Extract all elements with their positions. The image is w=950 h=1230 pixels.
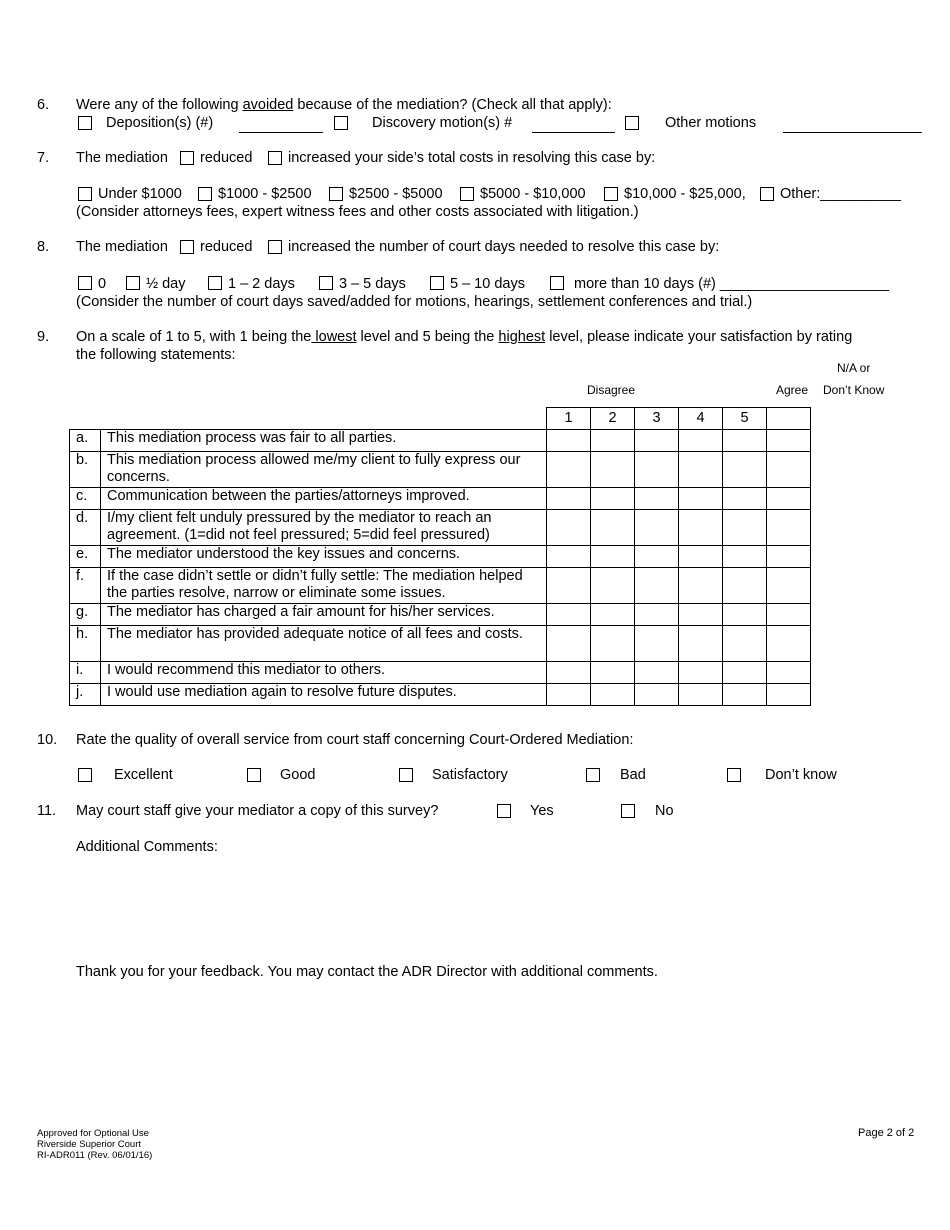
q8-5-10-days-checkbox[interactable] bbox=[430, 276, 444, 290]
rating-cell-2[interactable] bbox=[591, 626, 635, 662]
row-label: b. bbox=[70, 452, 101, 488]
disagree-header: Disagree bbox=[587, 383, 636, 397]
q7-increased-checkbox[interactable] bbox=[268, 151, 282, 165]
na-header-line1: N/A or bbox=[837, 361, 871, 375]
row-label: c. bbox=[70, 488, 101, 510]
q10-option-label: Satisfactory bbox=[432, 767, 508, 783]
row-statement: The mediator has provided adequate notice of all fees and costs. bbox=[101, 626, 547, 662]
q6-deposition-label: Deposition(s) (#) bbox=[106, 115, 214, 131]
q7-note: (Consider attorneys fees, expert witness fees and other costs associated with litigation.) bbox=[76, 204, 639, 220]
rating-cell-3[interactable] bbox=[635, 626, 679, 662]
rating-cell-5[interactable] bbox=[723, 604, 767, 626]
q6-discovery-label: Discovery motion(s) # bbox=[372, 115, 513, 131]
q9-text-line1 bbox=[76, 328, 852, 346]
rating-cell-5[interactable] bbox=[723, 488, 767, 510]
page-number: Page 2 of 2 bbox=[858, 1127, 915, 1139]
q10-number: 10. bbox=[37, 732, 58, 748]
scale-na-header bbox=[767, 408, 811, 430]
row-statement: I/my client felt unduly pressured by the mediator to reach an agreement. (1=did not feel pressured; 5=did feel pressured) bbox=[101, 510, 547, 546]
q7-option-label: Under $1000 bbox=[98, 186, 182, 202]
scale-4-header: 4 bbox=[679, 408, 723, 430]
table-row bbox=[70, 626, 811, 662]
q7-option-label: $2500 - $5000 bbox=[349, 186, 443, 202]
q10-good-checkbox[interactable] bbox=[247, 768, 261, 782]
scale-3-header: 3 bbox=[635, 408, 679, 430]
rating-cell-4[interactable] bbox=[679, 452, 723, 488]
q10-dont-know-checkbox[interactable] bbox=[727, 768, 741, 782]
q9-text-line2: the following statements: bbox=[76, 347, 236, 363]
q8-text-b: increased the number of court days needed to resolve this case by: bbox=[288, 239, 720, 255]
rating-cell-3[interactable] bbox=[635, 510, 679, 546]
q11-no-checkbox[interactable] bbox=[621, 804, 635, 818]
rating-cell-na[interactable] bbox=[767, 452, 811, 488]
q11-no-label: No bbox=[655, 803, 674, 819]
row-label: a. bbox=[70, 430, 101, 452]
row-label: i. bbox=[70, 662, 101, 684]
rating-cell-2[interactable] bbox=[591, 510, 635, 546]
row-label: f. bbox=[70, 568, 101, 604]
q8-option-label: ½ day bbox=[146, 276, 186, 292]
rating-cell-3[interactable] bbox=[635, 662, 679, 684]
q8-1-2-days-checkbox[interactable] bbox=[208, 276, 222, 290]
q7-reduced-checkbox[interactable] bbox=[180, 151, 194, 165]
q8-0-checkbox[interactable] bbox=[78, 276, 92, 290]
q8-option-label: 5 – 10 days bbox=[450, 276, 525, 292]
q8-option-label: 1 – 2 days bbox=[228, 276, 295, 292]
scale-2-header: 2 bbox=[591, 408, 635, 430]
agree-header: Agree bbox=[776, 383, 809, 397]
row-label: d. bbox=[70, 510, 101, 546]
q6-text-after: because of the mediation? (Check all that apply): bbox=[293, 97, 612, 113]
footer-line2: Riverside Superior Court bbox=[37, 1139, 142, 1150]
q7-10000-25000-checkbox[interactable] bbox=[604, 187, 618, 201]
rating-cell-2[interactable] bbox=[591, 684, 635, 706]
additional-comments-label: Additional Comments: bbox=[76, 839, 218, 855]
q6-deposition-field[interactable] bbox=[239, 132, 323, 133]
rating-cell-1[interactable] bbox=[547, 626, 591, 662]
rating-cell-3[interactable] bbox=[635, 488, 679, 510]
q7-reduced-label: reduced bbox=[200, 150, 253, 166]
table-row bbox=[70, 488, 811, 510]
rating-cell-2[interactable] bbox=[591, 430, 635, 452]
rating-cell-1[interactable] bbox=[547, 510, 591, 546]
rating-cell-5[interactable] bbox=[723, 684, 767, 706]
rating-cell-na[interactable] bbox=[767, 568, 811, 604]
rating-cell-5[interactable] bbox=[723, 626, 767, 662]
scale-1-header: 1 bbox=[547, 408, 591, 430]
rating-header-blank bbox=[70, 408, 547, 430]
q11-text: May court staff give your mediator a copy of this survey? bbox=[76, 803, 439, 819]
rating-cell-na[interactable] bbox=[767, 604, 811, 626]
q8-option-label: 0 bbox=[98, 276, 107, 292]
footer-approval bbox=[37, 1128, 152, 1161]
rating-cell-2[interactable] bbox=[591, 604, 635, 626]
table-row bbox=[70, 568, 811, 604]
q8-reduced-label: reduced bbox=[200, 239, 253, 255]
q9-text-b: level and 5 being the bbox=[356, 329, 499, 345]
q7-5000-10000-checkbox[interactable] bbox=[460, 187, 474, 201]
q7-2500-5000-checkbox[interactable] bbox=[329, 187, 343, 201]
rating-cell-1[interactable] bbox=[547, 604, 591, 626]
rating-cell-na[interactable] bbox=[767, 510, 811, 546]
row-statement: I would recommend this mediator to others. bbox=[101, 662, 547, 684]
table-row bbox=[70, 546, 811, 568]
q6-deposition-checkbox[interactable] bbox=[78, 116, 92, 130]
table-row bbox=[70, 430, 811, 452]
rating-cell-na[interactable] bbox=[767, 684, 811, 706]
q6-number: 6. bbox=[37, 97, 50, 113]
q7-text-b: increased your side’s total costs in resolving this case by: bbox=[288, 150, 656, 166]
rating-cell-5[interactable] bbox=[723, 546, 767, 568]
q7-option-label: $10,000 - $25,000, bbox=[624, 186, 746, 202]
table-row bbox=[70, 662, 811, 684]
rating-cell-3[interactable] bbox=[635, 430, 679, 452]
q8-more-than-10-checkbox[interactable] bbox=[550, 276, 564, 290]
rating-cell-4[interactable] bbox=[679, 546, 723, 568]
rating-cell-2[interactable] bbox=[591, 568, 635, 604]
q9-text-a: On a scale of 1 to 5, with 1 being the bbox=[76, 329, 312, 345]
rating-cell-1[interactable] bbox=[547, 568, 591, 604]
table-row bbox=[70, 604, 811, 626]
q7-other-label: Other:__________ bbox=[780, 186, 901, 202]
rating-cell-2[interactable] bbox=[591, 662, 635, 684]
rating-cell-4[interactable] bbox=[679, 662, 723, 684]
rating-cell-na[interactable] bbox=[767, 430, 811, 452]
q10-excellent-checkbox[interactable] bbox=[78, 768, 92, 782]
row-label: e. bbox=[70, 546, 101, 568]
q8-number: 8. bbox=[37, 239, 50, 255]
rating-cell-2[interactable] bbox=[591, 452, 635, 488]
q6-text-avoided: avoided bbox=[242, 97, 294, 113]
footer-line3: RI-ADR011 (Rev. 06/01/16) bbox=[37, 1150, 153, 1161]
row-statement: If the case didn’t settle or didn’t fully settle: The mediation helped the parties resolve, narrow or eliminate some issues. bbox=[101, 568, 547, 604]
q8-reduced-checkbox[interactable] bbox=[180, 240, 194, 254]
q8-text-a: The mediation bbox=[76, 239, 168, 255]
q7-text-a: The mediation bbox=[76, 150, 168, 166]
rating-cell-5[interactable] bbox=[723, 662, 767, 684]
q6-text bbox=[76, 96, 612, 114]
q11-yes-label: Yes bbox=[530, 803, 554, 819]
rating-table bbox=[69, 407, 811, 706]
q7-option-label: $1000 - $2500 bbox=[218, 186, 312, 202]
rating-cell-na[interactable] bbox=[767, 488, 811, 510]
table-row bbox=[70, 510, 811, 546]
q6-other-motions-label: Other motions bbox=[665, 115, 757, 131]
q7-other-checkbox[interactable] bbox=[760, 187, 774, 201]
q6-other-motions-field[interactable] bbox=[783, 132, 922, 133]
rating-cell-3[interactable] bbox=[635, 452, 679, 488]
row-label: j. bbox=[70, 684, 101, 706]
footer-line1: Approved for Optional Use bbox=[37, 1128, 149, 1139]
q6-text-before: Were any of the following bbox=[76, 97, 243, 113]
row-statement: This mediation process was fair to all parties. bbox=[101, 430, 547, 452]
q9-number: 9. bbox=[37, 329, 50, 345]
rating-cell-2[interactable] bbox=[591, 546, 635, 568]
q8-more-than-10-label: more than 10 days (#) _____________________ bbox=[574, 276, 890, 292]
q7-1000-2500-checkbox[interactable] bbox=[198, 187, 212, 201]
row-statement: I would use mediation again to resolve future disputes. bbox=[101, 684, 547, 706]
q9-text-lowest: lowest bbox=[311, 329, 357, 345]
q10-option-label: Good bbox=[280, 767, 316, 783]
table-row bbox=[70, 452, 811, 488]
table-row bbox=[70, 684, 811, 706]
rating-cell-3[interactable] bbox=[635, 568, 679, 604]
rating-cell-4[interactable] bbox=[679, 626, 723, 662]
rating-cell-1[interactable] bbox=[547, 662, 591, 684]
rating-cell-1[interactable] bbox=[547, 684, 591, 706]
rating-cell-5[interactable] bbox=[723, 452, 767, 488]
rating-cell-na[interactable] bbox=[767, 626, 811, 662]
na-header-line2: Don’t Know bbox=[823, 383, 885, 397]
rating-cell-2[interactable] bbox=[591, 488, 635, 510]
q7-number: 7. bbox=[37, 150, 50, 166]
q10-option-label: Don’t know bbox=[765, 767, 837, 783]
rating-cell-4[interactable] bbox=[679, 430, 723, 452]
q6-discovery-checkbox[interactable] bbox=[334, 116, 348, 130]
row-statement: The mediator has charged a fair amount for his/her services. bbox=[101, 604, 547, 626]
q11-number: 11. bbox=[37, 803, 57, 819]
rating-cell-1[interactable] bbox=[547, 546, 591, 568]
rating-cell-4[interactable] bbox=[679, 568, 723, 604]
q8-note: (Consider the number of court days saved/added for motions, hearings, settlement conferences and trial.) bbox=[76, 294, 753, 310]
q9-text-highest: highest bbox=[498, 329, 546, 345]
rating-header-row bbox=[70, 408, 811, 430]
additional-comments-area[interactable] bbox=[76, 860, 916, 950]
rating-cell-4[interactable] bbox=[679, 510, 723, 546]
rating-cell-1[interactable] bbox=[547, 430, 591, 452]
q6-other-motions-checkbox[interactable] bbox=[625, 116, 639, 130]
rating-cell-4[interactable] bbox=[679, 604, 723, 626]
rating-cell-3[interactable] bbox=[635, 546, 679, 568]
q8-increased-checkbox[interactable] bbox=[268, 240, 282, 254]
rating-cell-na[interactable] bbox=[767, 662, 811, 684]
q10-option-label: Bad bbox=[620, 767, 646, 783]
row-statement: The mediator understood the key issues and concerns. bbox=[101, 546, 547, 568]
q8-half-day-checkbox[interactable] bbox=[126, 276, 140, 290]
q10-satisfactory-checkbox[interactable] bbox=[399, 768, 413, 782]
q10-text: Rate the quality of overall service from court staff concerning Court-Ordered Mediation: bbox=[76, 732, 634, 748]
thank-you-text: Thank you for your feedback. You may contact the ADR Director with additional comments. bbox=[76, 964, 658, 980]
row-label: g. bbox=[70, 604, 101, 626]
rating-cell-4[interactable] bbox=[679, 488, 723, 510]
row-statement: Communication between the parties/attorneys improved. bbox=[101, 488, 547, 510]
q10-option-label: Excellent bbox=[114, 767, 173, 783]
rating-cell-1[interactable] bbox=[547, 488, 591, 510]
rating-cell-4[interactable] bbox=[679, 684, 723, 706]
row-statement: This mediation process allowed me/my client to fully express our concerns. bbox=[101, 452, 547, 488]
rating-cell-na[interactable] bbox=[767, 546, 811, 568]
scale-5-header: 5 bbox=[723, 408, 767, 430]
q6-discovery-field[interactable] bbox=[532, 132, 615, 133]
rating-cell-3[interactable] bbox=[635, 604, 679, 626]
rating-cell-5[interactable] bbox=[723, 430, 767, 452]
q11-yes-checkbox[interactable] bbox=[497, 804, 511, 818]
rating-cell-5[interactable] bbox=[723, 510, 767, 546]
rating-cell-5[interactable] bbox=[723, 568, 767, 604]
rating-cell-3[interactable] bbox=[635, 684, 679, 706]
q9-text-c: level, please indicate your satisfaction by rating bbox=[545, 329, 853, 345]
q7-under-1000-checkbox[interactable] bbox=[78, 187, 92, 201]
rating-cell-1[interactable] bbox=[547, 452, 591, 488]
row-label: h. bbox=[70, 626, 101, 662]
q8-option-label: 3 – 5 days bbox=[339, 276, 406, 292]
q7-option-label: $5000 - $10,000 bbox=[480, 186, 586, 202]
q8-3-5-days-checkbox[interactable] bbox=[319, 276, 333, 290]
q10-bad-checkbox[interactable] bbox=[586, 768, 600, 782]
